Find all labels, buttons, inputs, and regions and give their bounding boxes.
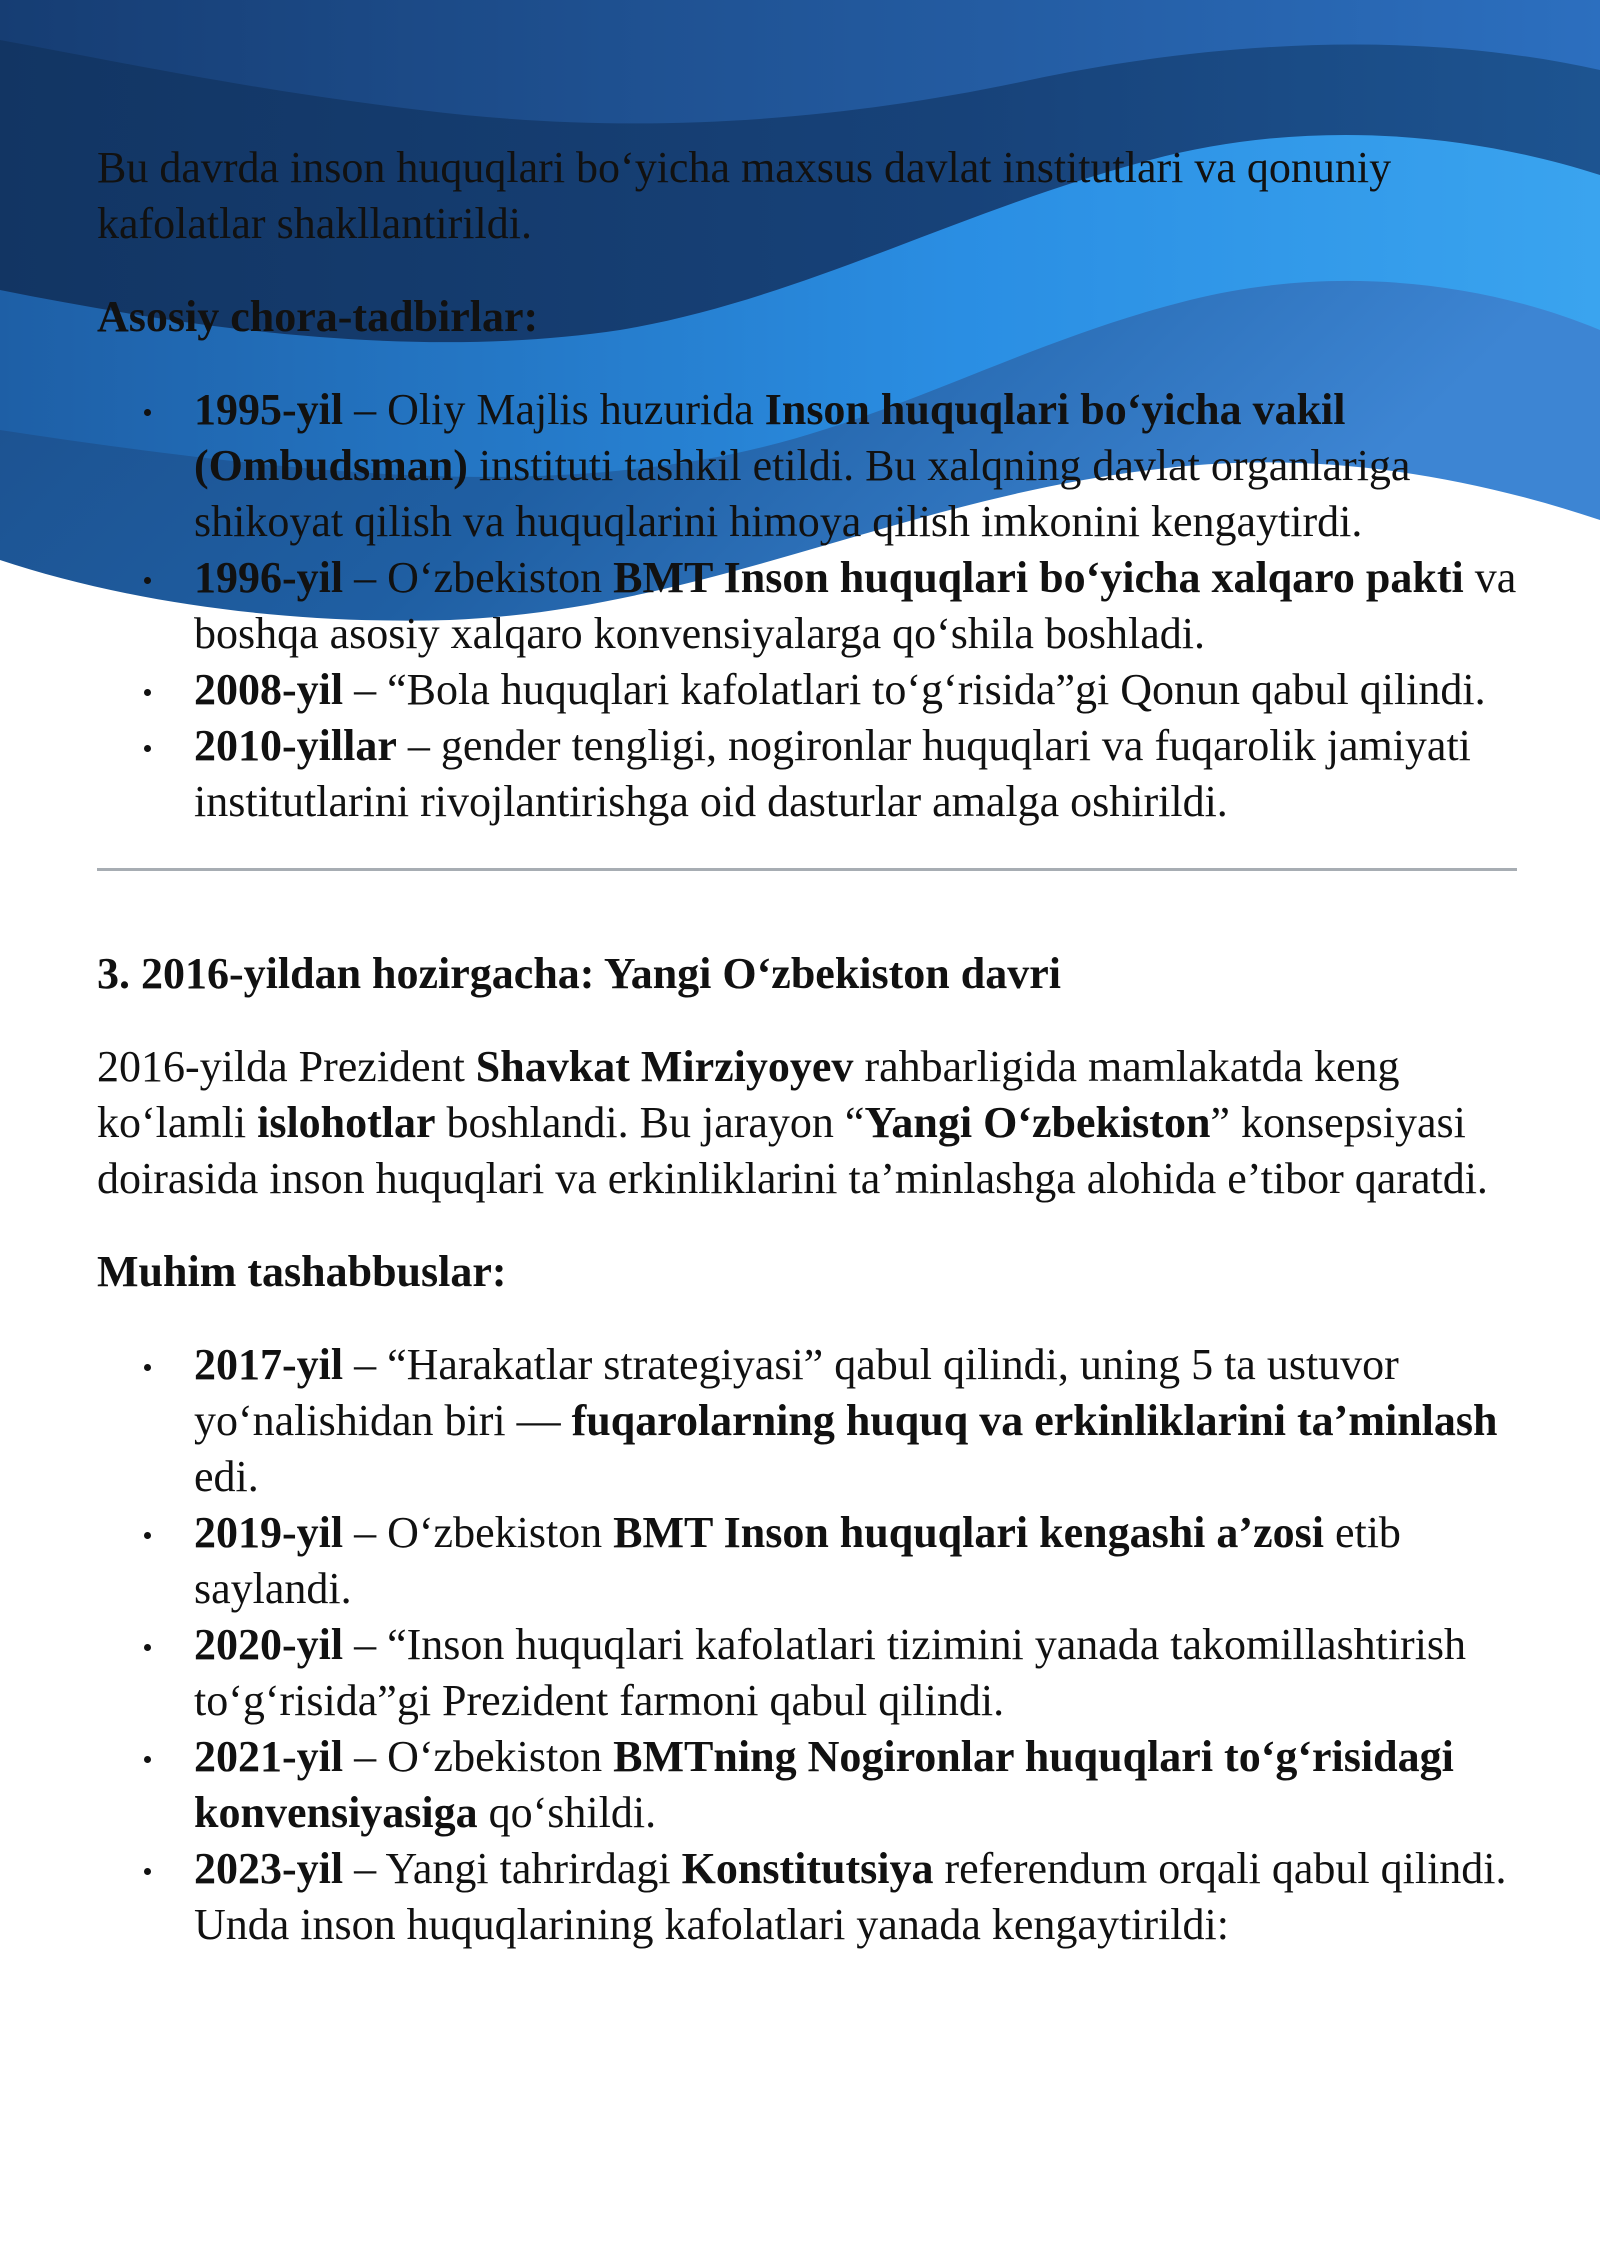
- item-text: – Oliy Majlis huzurida: [343, 385, 765, 434]
- section2-measures-list: [97, 382, 1517, 830]
- list-item: [97, 1505, 1517, 1617]
- item-emphasis: BMTning Nogironlar huquqlari to‘g‘risidagi konvensiyasiga: [194, 1732, 1454, 1837]
- new-uzbekistan-term: Yangi O‘zbekiston: [864, 1098, 1211, 1147]
- item-text: etib saylandi.: [194, 1508, 1401, 1613]
- item-year: 2020-yil: [194, 1620, 344, 1669]
- page-content: [97, 140, 1517, 1953]
- list-item: [97, 1729, 1517, 1841]
- item-text: referendum orqali qabul qilindi. Unda inson huquqlarining kafolatlari yanada kengaytirildi:: [194, 1844, 1507, 1949]
- item-text: qo‘shildi.: [477, 1788, 657, 1837]
- section3-intro: 2016-yilda Prezident Shavkat Mirziyoyev rahbarligida mamlakatda keng ko‘lamli islohotlar boshlandi. Bu jarayon “Yangi O‘zbekiston” konsepsiyasi doirasida inson huquqlari va erkinliklarini ta’minlashga alohida e’tibor qaratdi.: [97, 1042, 1488, 1203]
- item-year: 2023-yil: [194, 1844, 344, 1893]
- section3-title: 3. 2016-yildan hozirgacha: Yangi O‘zbekiston davri: [97, 949, 1061, 998]
- item-text: – gender tengligi, nogironlar huquqlari va fuqarolik jamiyati institutlarini rivojlantirishga oid dasturlar amalga oshirildi.: [194, 721, 1471, 826]
- item-year: 2008-yil: [194, 665, 344, 714]
- item-text: – Yangi tahrirdagi: [343, 1844, 682, 1893]
- item-text: va boshqa asosiy xalqaro konvensiyalarga qo‘shila boshladi.: [194, 553, 1517, 658]
- item-text: edi.: [194, 1452, 259, 1501]
- list-item: [97, 382, 1517, 550]
- list-item: [97, 1337, 1517, 1505]
- item-text: instituti tashkil etildi. Bu xalqning davlat organlariga shikoyat qilish va huquqlarini himoya qilish imkonini kengaytirdi.: [194, 441, 1411, 546]
- item-year: 1995-yil: [194, 385, 344, 434]
- section3-initiatives-list: [97, 1337, 1517, 1953]
- list-item: [97, 1617, 1517, 1729]
- item-year: 2017-yil: [194, 1340, 344, 1389]
- item-emphasis: BMT Inson huquqlari kengashi a’zosi: [613, 1508, 1324, 1557]
- president-name: Shavkat Mirziyoyev: [475, 1042, 854, 1091]
- item-text: – O‘zbekiston: [343, 1732, 614, 1781]
- section3-subheading: Muhim tashabbuslar:: [97, 1247, 507, 1296]
- item-emphasis: Inson huquqlari bo‘yicha vakil (Ombudsman): [194, 385, 1346, 490]
- reforms-term: islohotlar: [257, 1098, 436, 1147]
- item-year: 2010-yillar: [194, 721, 397, 770]
- item-emphasis: BMT Inson huquqlari bo‘yicha xalqaro pakti: [613, 553, 1464, 602]
- list-item: [97, 718, 1517, 830]
- item-year: 2021-yil: [194, 1732, 344, 1781]
- item-text: – “Inson huquqlari kafolatlari tizimini yanada takomillashtirish to‘g‘risida”gi Prezident farmoni qabul qilindi.: [194, 1620, 1467, 1725]
- item-year: 2019-yil: [194, 1508, 344, 1557]
- item-text: – “Bola huquqlari kafolatlari to‘g‘risida”gi Qonun qabul qilindi.: [343, 665, 1486, 714]
- section2-intro: Bu davrda inson huquqlari bo‘yicha maxsus davlat institutlari va qonuniy kafolatlar shakllantirildi.: [97, 143, 1392, 248]
- list-item: [97, 1841, 1517, 1953]
- section-divider: [97, 868, 1517, 871]
- item-text: – O‘zbekiston: [343, 1508, 614, 1557]
- item-emphasis: fuqarolarning huquq va erkinliklarini ta’minlash: [571, 1396, 1498, 1445]
- item-emphasis: Konstitutsiya: [681, 1844, 934, 1893]
- item-text: – “Harakatlar strategiyasi” qabul qilindi, uning 5 ta ustuvor yo‘nalishidan biri —: [194, 1340, 1399, 1445]
- item-year: 1996-yil: [194, 553, 344, 602]
- item-text: – O‘zbekiston: [343, 553, 614, 602]
- list-item: [97, 550, 1517, 662]
- list-item: [97, 662, 1517, 718]
- section2-subheading: Asosiy chora-tadbirlar:: [97, 292, 539, 341]
